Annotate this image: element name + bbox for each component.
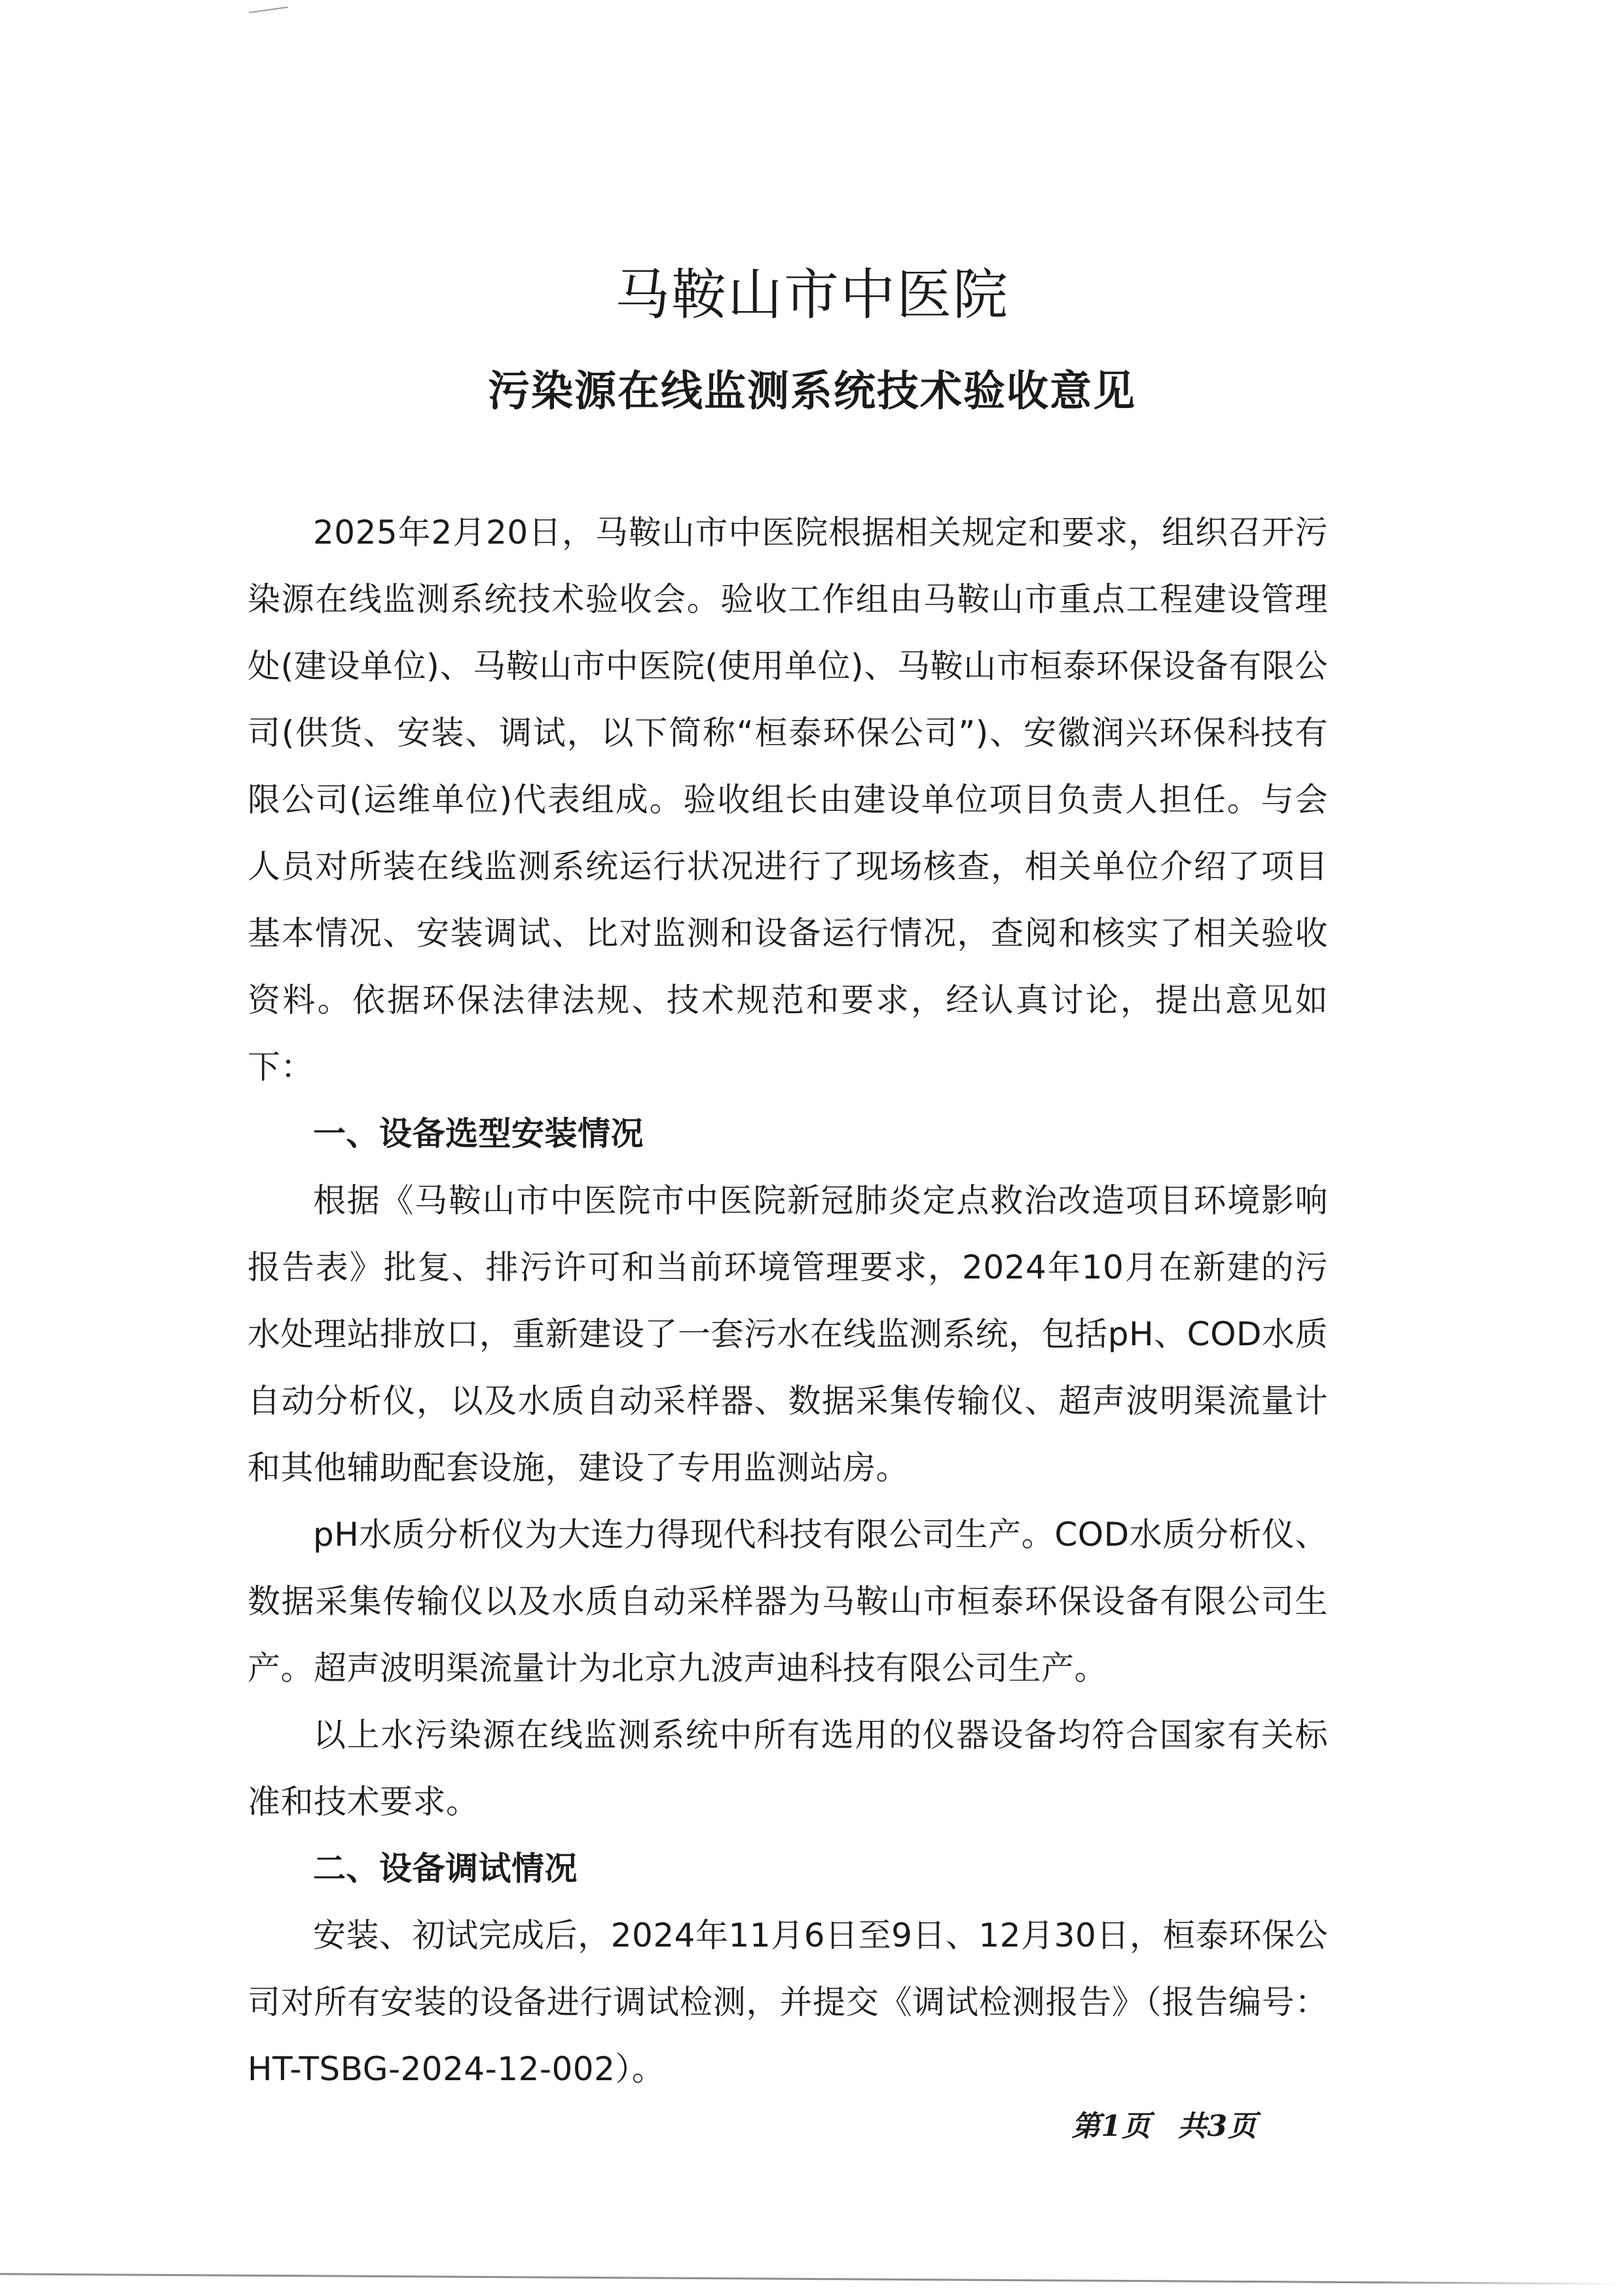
section-heading: 二、设备调试情况 — [313, 1850, 578, 1888]
body-paragraph: 以上水污染源在线监测系统中所有选用的仪器设备均符合国家有关标准和技术要求。 — [248, 1716, 1328, 1821]
scan-edge — [0, 2273, 1624, 2285]
document-subtitle: 污染源在线监测系统技术验收意见 — [488, 367, 1136, 416]
section-heading: 一、设备选型安装情况 — [313, 1115, 644, 1153]
document-body — [248, 499, 1328, 2102]
document-title: 马鞍山市中医院 — [614, 263, 1009, 327]
body-paragraph: 安装、初试完成后，2024年11月6日至9日、12月30日，桓泰环保公司对所有安装的设备进行调试检测，并提交《调试检测报告》（报告编号：HT-TSBG-2024-12-002）。 — [248, 1916, 1328, 2088]
body-paragraph: 根据《马鞍山市中医院市中医院新冠肺炎定点救治改造项目环境影响报告表》批复、排污许可和当前环境管理要求，2024年10月在新建的污水处理站排放口，重新建设了一套污水在线监测系统，包括pH、COD水质自动分析仪，以及水质自动采样器、数据采集传输仪、超声波明渠流量计和其他辅助配套设施，建设了专用监测站房。 — [248, 1182, 1328, 1487]
body-paragraph: 2025年2月20日，马鞍山市中医院根据相关规定和要求，组织召开污染源在线监测系统技术验收会。验收工作组由马鞍山市重点工程建设管理处(建设单位)、马鞍山市中医院(使用单位)、马鞍山市桓泰环保设备有限公司(供货、安装、调试，以下简称“桓泰环保公司”)、安徽润兴环保科技有限公司(运维单位)代表组成。验收组长由建设单位项目负责人担任。与会人员对所装在线监测系统运行状况进行了现场核查，相关单位介绍了项目基本情况、安装调试、比对监测和设备运行情况，查阅和核实了相关验收资料。依据环保法律法规、技术规范和要求，经认真讨论，提出意见如下： — [248, 513, 1328, 1086]
scan-mark — [249, 7, 288, 13]
body-paragraph: pH水质分析仪为大连力得现代科技有限公司生产。COD水质分析仪、数据采集传输仪以及水质自动采样器为马鞍山市桓泰环保设备有限公司生产。超声波明渠流量计为北京九波声迪科技有限公司生产。 — [248, 1516, 1328, 1687]
page-total: 共3页 — [1177, 2110, 1257, 2143]
page-footer — [1071, 2102, 1257, 2144]
page-number: 第1页 — [1071, 2110, 1152, 2143]
